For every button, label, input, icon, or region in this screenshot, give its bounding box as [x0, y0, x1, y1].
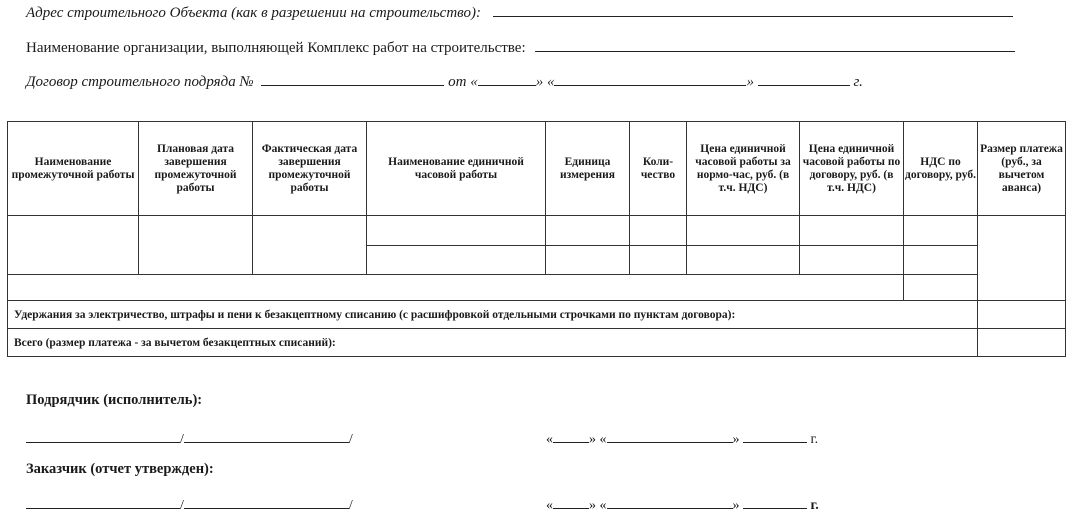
address-line	[26, 2, 1013, 22]
contract-quote-open: «	[546, 74, 555, 90]
column-header: Фактическая дата завершения промежуточной работы	[253, 122, 367, 216]
column-header: НДС по договору, руб.	[904, 122, 978, 216]
contract-label: Договор строительного подряда №	[26, 74, 254, 90]
contractor-title: Подрядчик (исполнитель):	[26, 392, 203, 408]
year-suffix: г.	[810, 498, 819, 513]
contract-number-field[interactable]	[261, 71, 444, 86]
contract-from-label: от «	[448, 74, 478, 90]
table-cell[interactable]	[8, 216, 139, 275]
quote-close: »	[589, 498, 596, 513]
slash: /	[180, 432, 184, 447]
contractor-day-field[interactable]	[553, 428, 589, 443]
table-header-row	[8, 122, 1066, 216]
table-cell[interactable]	[630, 246, 687, 275]
column-header: Плановая дата завершения промежуточной работы	[139, 122, 253, 216]
total-amount-cell[interactable]	[978, 329, 1066, 357]
contractor-year-field[interactable]	[743, 428, 807, 443]
contract-year-suffix: г.	[853, 74, 863, 90]
column-header: Наименование единичной часовой работы	[367, 122, 546, 216]
contract-day-field[interactable]	[478, 71, 536, 86]
customer-date-line	[546, 494, 819, 514]
customer-day-field[interactable]	[553, 494, 589, 509]
table-cell[interactable]	[367, 216, 546, 246]
table-cell[interactable]	[139, 216, 253, 275]
column-header: Коли-чество	[630, 122, 687, 216]
table-cell[interactable]	[367, 246, 546, 275]
table-cell[interactable]	[546, 246, 630, 275]
quote-close: »	[589, 432, 596, 447]
address-field[interactable]	[493, 2, 1013, 17]
column-header: Цена единичной часовой работы по договору, руб. (в т.ч. НДС)	[800, 122, 904, 216]
table-cell[interactable]	[8, 275, 904, 301]
table-cell[interactable]	[630, 216, 687, 246]
table-cell[interactable]	[687, 216, 800, 246]
table-cell[interactable]	[978, 216, 1066, 301]
deductions-label: Удержания за электричество, штрафы и пени к безакцептному списанию (с расшифровкой отдельными строчками по пунктам договора):	[8, 301, 978, 329]
table-cell[interactable]	[800, 216, 904, 246]
year-suffix: г.	[810, 432, 819, 447]
contract-quote-close-2: »	[746, 74, 754, 90]
deductions-amount-cell[interactable]	[978, 301, 1066, 329]
address-label: Адрес строительного Объекта (как в разрешении на строительство):	[26, 5, 481, 21]
total-row	[8, 329, 1066, 357]
column-header: Размер платежа (руб., за вычетом аванса)	[978, 122, 1066, 216]
table-cell[interactable]	[904, 216, 978, 246]
table-cell[interactable]	[687, 246, 800, 275]
contractor-signature-line	[26, 428, 353, 448]
table-cell[interactable]	[904, 275, 978, 301]
contract-quote-close: »	[535, 74, 544, 90]
slash: /	[180, 498, 184, 513]
customer-name-field[interactable]	[184, 494, 349, 509]
column-header: Наименование промежуточной работы	[8, 122, 139, 216]
deductions-row	[8, 301, 1066, 329]
table-row	[8, 275, 1066, 301]
contractor-name-field[interactable]	[184, 428, 349, 443]
column-header: Единица измерения	[546, 122, 630, 216]
column-header: Цена единичной часовой работы за нормо-час, руб. (в т.ч. НДС)	[687, 122, 800, 216]
quote-open: «	[546, 432, 553, 447]
contract-year-field[interactable]	[758, 71, 850, 86]
quote-close: »	[732, 432, 740, 447]
quote-close: »	[732, 498, 740, 513]
quote-open: «	[599, 432, 607, 447]
total-label: Всего (размер платежа - за вычетом безакцептных списаний):	[8, 329, 978, 357]
organization-line	[26, 37, 1015, 57]
customer-title: Заказчик (отчет утвержден):	[26, 461, 214, 477]
customer-year-field[interactable]	[743, 494, 807, 509]
contractor-signature-field[interactable]	[26, 428, 180, 443]
slash: /	[348, 498, 353, 513]
table-cell[interactable]	[904, 246, 978, 275]
customer-signature-line	[26, 494, 353, 514]
payment-report-table	[7, 121, 1066, 357]
contractor-date-line	[546, 428, 818, 448]
contract-month-field[interactable]	[554, 71, 746, 86]
contract-line	[26, 71, 863, 91]
table-row	[8, 216, 1066, 246]
customer-month-field[interactable]	[607, 494, 733, 509]
customer-signature-field[interactable]	[26, 494, 180, 509]
quote-open: «	[599, 498, 607, 513]
contractor-month-field[interactable]	[607, 428, 733, 443]
organization-label: Наименование организации, выполняющей Комплекс работ на строительстве:	[26, 40, 526, 56]
slash: /	[348, 432, 353, 447]
quote-open: «	[546, 498, 553, 513]
table-cell[interactable]	[800, 246, 904, 275]
organization-field[interactable]	[535, 37, 1015, 52]
table-cell[interactable]	[253, 216, 367, 275]
table-cell[interactable]	[546, 216, 630, 246]
